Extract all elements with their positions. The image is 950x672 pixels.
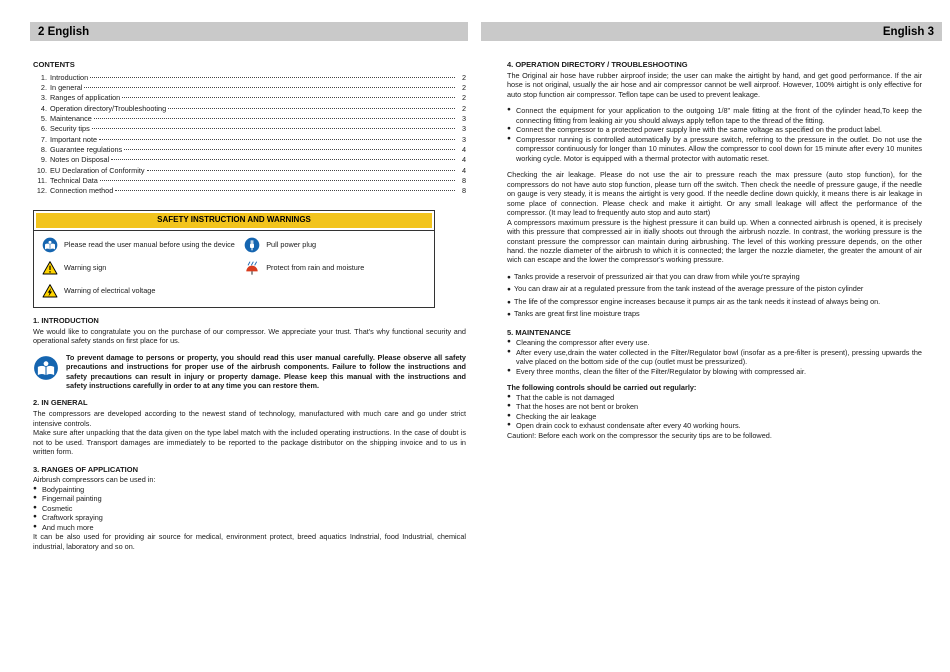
bullet-icon: ● [507, 273, 511, 281]
list-item [507, 272, 922, 282]
list-item [33, 494, 466, 503]
toc-leader-dots [111, 159, 455, 160]
bullet-icon: ● [507, 411, 511, 419]
toc-item [33, 83, 466, 93]
toc-item-number: 7. [40, 134, 47, 144]
toc-leader-dots [124, 149, 455, 150]
toc-item-page: 2 [461, 72, 466, 82]
toc-item-number: 9. [40, 155, 47, 165]
list-item [33, 513, 466, 522]
safety-column-right [244, 237, 424, 299]
section-3-title: 3. RANGES OF APPLICATION [33, 464, 139, 474]
list-item-text: And much more [42, 522, 94, 532]
list-item [507, 402, 922, 411]
safety-item-pull-plug [244, 237, 424, 253]
rain-protection-icon [244, 260, 260, 276]
list-item [507, 125, 922, 134]
toc-item-label: Security tips [50, 124, 90, 134]
list-item [507, 338, 922, 347]
list-item [33, 523, 466, 532]
toc-item-label: Guarantee regulations [50, 144, 123, 154]
list-item [507, 297, 922, 307]
list-item-text: Bodypainting [42, 484, 85, 494]
toc-item-page: 3 [461, 124, 466, 134]
bullet-icon: ● [33, 503, 37, 511]
list-item-text: Craftwork spraying [42, 513, 103, 523]
read-manual-notice-icon [33, 355, 59, 381]
toc-item-number: 3. [40, 93, 47, 103]
bullet-icon: ● [507, 338, 511, 346]
safety-grid [34, 230, 434, 307]
warning-triangle-icon [42, 260, 58, 276]
electrical-voltage-icon [42, 283, 58, 299]
bullet-icon: ● [33, 494, 37, 502]
toc-item [33, 186, 466, 196]
section-1-title: 1. INTRODUCTION [33, 315, 99, 325]
toc-leader-dots [115, 190, 455, 191]
list-item-text: Connect the compressor to a protected power supply line with the same voltage as specified on the product label. [516, 125, 882, 135]
toc-leader-dots [100, 180, 455, 181]
toc-item-label: In general [50, 83, 83, 93]
toc-item-page: 8 [461, 186, 466, 196]
bullet-icon: ● [507, 298, 511, 306]
toc-item-number: 11. [37, 175, 47, 185]
toc-item-number: 4. [40, 103, 47, 113]
toc-leader-dots [94, 118, 455, 119]
caution-note: Caution!: Before each work on the compressor the security tips are to be followed. [507, 430, 772, 440]
section-4-paragraph-3: A compressors maximum pressure is the highest pressure it can build up. When a connected airbrush is opened, it is precisely with this pressure that compressed air in itially shoots out through the airbrush nozzle. In contrast, the working pressure is the constant pressure the compressor can maintain during airbrushing. The level of this working pressure depends, on the other hand. the nozzle diameter of the airbrush to which it is connected; the larger the nozzle diameter, the greater the amount of air wich can escape and the lower the compressor's working pressure. [507, 217, 922, 265]
list-item-text: Cosmetic [42, 503, 73, 513]
toc-item [33, 155, 466, 165]
section-3-intro: Airbrush compressors can be used in: [33, 475, 156, 485]
safety-notice [33, 353, 466, 391]
read-manual-icon [42, 237, 58, 253]
section-4-paragraph-2: Checking the air leakage. Please do not use the air to pressure reach the max pressure (auto stop function), for the compressors do not have auto stop function, please turn off the switch. Then check the needle of pressure gauge, if the needle on gauge is very steady, it is means the airtight is very good. If the needle decline down quickly, it means there is air leakage in some place of connection. Please check and make it airtight. Or any small leakage will affect the performance of the compressor. (It may lead to frequently auto stop and auto start) [507, 170, 922, 218]
toc-leader-dots [122, 97, 455, 98]
bullet-icon: ● [507, 402, 511, 410]
list-item-text: Tanks provide a reservoir of pressurized air that you can draw from while you're spraying [513, 271, 800, 281]
toc-leader-dots [92, 128, 455, 129]
toc-item [33, 166, 466, 176]
bullet-icon: ● [507, 392, 511, 400]
safety-item-label: Pull power plug [266, 240, 317, 250]
section-2-title: 2. IN GENERAL [33, 398, 88, 408]
toc-item [33, 135, 466, 145]
safety-item-label: Warning of electrical voltage [64, 286, 156, 296]
page-header-left [30, 22, 468, 41]
section-4-title: 4. OPERATION DIRECTORY / TROUBLESHOOTING [507, 60, 688, 69]
list-item [507, 412, 922, 421]
toc-item-page: 3 [461, 134, 466, 144]
toc-item [33, 93, 466, 103]
safety-notice-text: To prevent damage to persons or property, you should read this user manual carefully. Please observe all safety precautions and instructions for proper use of the airbrush components. Failure to follow the instructions and safety precautions can result in injury or property damage. Please keep this manual with the instructions and safety instructions carefully in order to at any time you can restore them. [66, 352, 466, 390]
toc-item-number: 10. [36, 165, 47, 175]
bullet-icon: ● [507, 421, 511, 429]
controls-title: The following controls should be carried out regularly: [507, 383, 697, 393]
list-item-text: Every three months, clean the filter of the Filter/Regulator by blowing with compressed air. [516, 366, 806, 376]
toc-item-page: 4 [461, 144, 466, 154]
list-item-text: Fingernail painting [42, 494, 102, 504]
safety-box [33, 210, 435, 307]
safety-item-label: Protect from rain and moisture [266, 263, 365, 273]
list-item [33, 485, 466, 494]
list-item-text: Checking the air leakage [516, 411, 597, 421]
bullet-icon: ● [507, 311, 511, 319]
list-item [507, 421, 922, 430]
toc-item-number: 6. [40, 124, 47, 134]
controls-bullet-list [507, 393, 922, 431]
toc-item-page: 2 [461, 103, 466, 113]
list-item-text: Connect the equipment for your application to the outgoing 1/8" male fitting at the front of the cylinder head,To keep the connecting fitting from leaking air you should always apply teflon tape to the thread of the fitting. [516, 106, 922, 125]
list-item [507, 309, 922, 319]
list-item [507, 393, 922, 402]
power-plug-icon [244, 237, 260, 253]
toc-item [33, 124, 466, 134]
toc-item-label: Ranges of application [50, 93, 121, 103]
toc-item-label: Connection method [50, 186, 114, 196]
toc-list [33, 73, 466, 197]
toc-item [33, 114, 466, 124]
list-item-text: After every use,drain the water collected in the Filter/Regulator bowl (insofar as a pre-filter is present), pressing upwards the valve placed on the bottom side of the cup (outlet must be pressurized). [516, 347, 922, 367]
right-page-column [507, 60, 922, 440]
toc-leader-dots [168, 108, 455, 109]
page-header-right-label: English 3 [882, 25, 934, 38]
toc-item-number: 5. [40, 114, 47, 124]
list-item [507, 284, 922, 294]
safety-box-title: SAFETY INSTRUCTION AND WARNINGS [34, 211, 434, 229]
section-3-bullet-list [33, 485, 466, 532]
section-5-bullet-list [507, 338, 922, 376]
toc-item-page: 3 [461, 114, 466, 124]
toc-item-label: Maintenance [50, 114, 92, 124]
list-item-text: The life of the compressor engine increases because it pumps air as the tank needs it instead of always being on. [513, 296, 881, 306]
left-page-column [33, 60, 466, 551]
contents-title: CONTENTS [33, 60, 75, 69]
section-4-bullet-list [507, 106, 922, 163]
list-item-text: Compressor running is controlled automatically by a pressure switch, referring to the pressure in the outlet. Do not use the compressor continuously for longer than 10 minutes. Allow the compressor to cool down for 15 minute after every 10 munites working cycle. Motor is equipped with a thermal protector with automatic reset. [516, 134, 922, 163]
safety-item-warning-sign [42, 260, 236, 276]
toc-leader-dots [147, 170, 456, 171]
toc-item [33, 145, 466, 155]
toc-item-page: 4 [461, 155, 466, 165]
toc-item-page: 4 [461, 165, 466, 175]
toc-item-label: EU Declaration of Conformity [50, 165, 145, 175]
list-item [507, 348, 922, 367]
list-item [507, 367, 922, 376]
toc-item [33, 176, 466, 186]
toc-item-label: Introduction [50, 72, 89, 82]
section-2-paragraph-2: Make sure after unpacking that the data given on the type label match with the included operating instructions. In the case of doubt is not to be used. Transport damages are immediately to be reported to the package distributor on the shipping invoice and to us in written form. [33, 428, 466, 457]
toc-item-page: 2 [461, 93, 466, 103]
toc-item-label: Technical Data [50, 175, 98, 185]
section-1-body: We would like to congratulate you on the purchase of our compressor. We appreciate your trust. That's why functional security and operational safety stands on first place for us. [33, 326, 466, 346]
toc-item-number: 12. [36, 186, 47, 196]
list-item-text: That the hoses are not bent or broken [516, 402, 639, 412]
bullet-icon: ● [33, 484, 37, 492]
bullet-icon: ● [33, 513, 37, 521]
toc-leader-dots [84, 87, 455, 88]
list-item [507, 135, 922, 163]
toc-item-page: 8 [461, 175, 466, 185]
toc-leader-dots [90, 77, 455, 78]
toc-item-number: 1. [40, 72, 47, 82]
page-header-left-label: 2 English [38, 25, 90, 38]
toc-leader-dots [99, 139, 455, 140]
safety-item-label: Please read the user manual before using the device [64, 240, 235, 250]
toc-item-label: Important note [50, 134, 98, 144]
toc-item-number: 8. [40, 144, 47, 154]
bullet-icon: ● [507, 286, 511, 294]
safety-item-label: Warning sign [64, 263, 107, 273]
section-5-title: 5. MAINTENANCE [507, 327, 571, 337]
safety-item-electrical-voltage [42, 283, 236, 299]
bullet-icon: ● [507, 134, 511, 142]
list-item [33, 504, 466, 513]
toc-item [33, 73, 466, 83]
section-3-outro: It can be also used for providing air source for medical, environment protect, breed aquatics Indnstrial, food Industrial, chemical industrial, laboratory and so on. [33, 532, 466, 551]
toc-item-label: Notes on Disposal [50, 155, 110, 165]
list-item-text: Cleaning the compressor after every use. [516, 338, 650, 348]
safety-item-rain-protection [244, 260, 424, 276]
list-item [507, 106, 922, 125]
section-2-paragraph-1: The compressors are developed according to the newest stand of technology, manufactured with much care and go under strict intensive controls. [33, 409, 466, 428]
list-item-text: That the cable is not damaged [516, 392, 615, 402]
bullet-icon: ● [507, 366, 511, 374]
section-4-intro: The Original air hose have rubber airproof inside; the user can make the airtight by hand, and get good performance. If the air hose is not original, usually the air hose and air compressor cannot be well airproof. However, 100% airtight is only effective for auto stop function air compressor. Teflon tape can be used to prevent leakage. [507, 70, 922, 99]
page-header-right [481, 22, 942, 41]
toc-item [33, 104, 466, 114]
list-item-text: Open drain cock to exhaust condensate after every 40 working hours. [516, 421, 741, 431]
toc-item-label: Operation directory/Troubleshooting [50, 103, 167, 113]
bullet-icon: ● [33, 522, 37, 530]
safety-column-left [42, 237, 236, 299]
bullet-icon: ● [507, 347, 511, 355]
toc-item-number: 2. [40, 83, 47, 93]
section-4-tanks-bullet-list [507, 272, 922, 320]
bullet-icon: ● [507, 125, 511, 133]
bullet-icon: ● [507, 106, 511, 114]
list-item-text: You can draw air at a regulated pressure from the tank instead of the average pressure of the piston cylinder [513, 284, 864, 294]
list-item-text: Tanks are great first line moisture traps [513, 309, 640, 319]
toc-item-page: 2 [461, 83, 466, 93]
safety-item-read-manual [42, 237, 236, 253]
